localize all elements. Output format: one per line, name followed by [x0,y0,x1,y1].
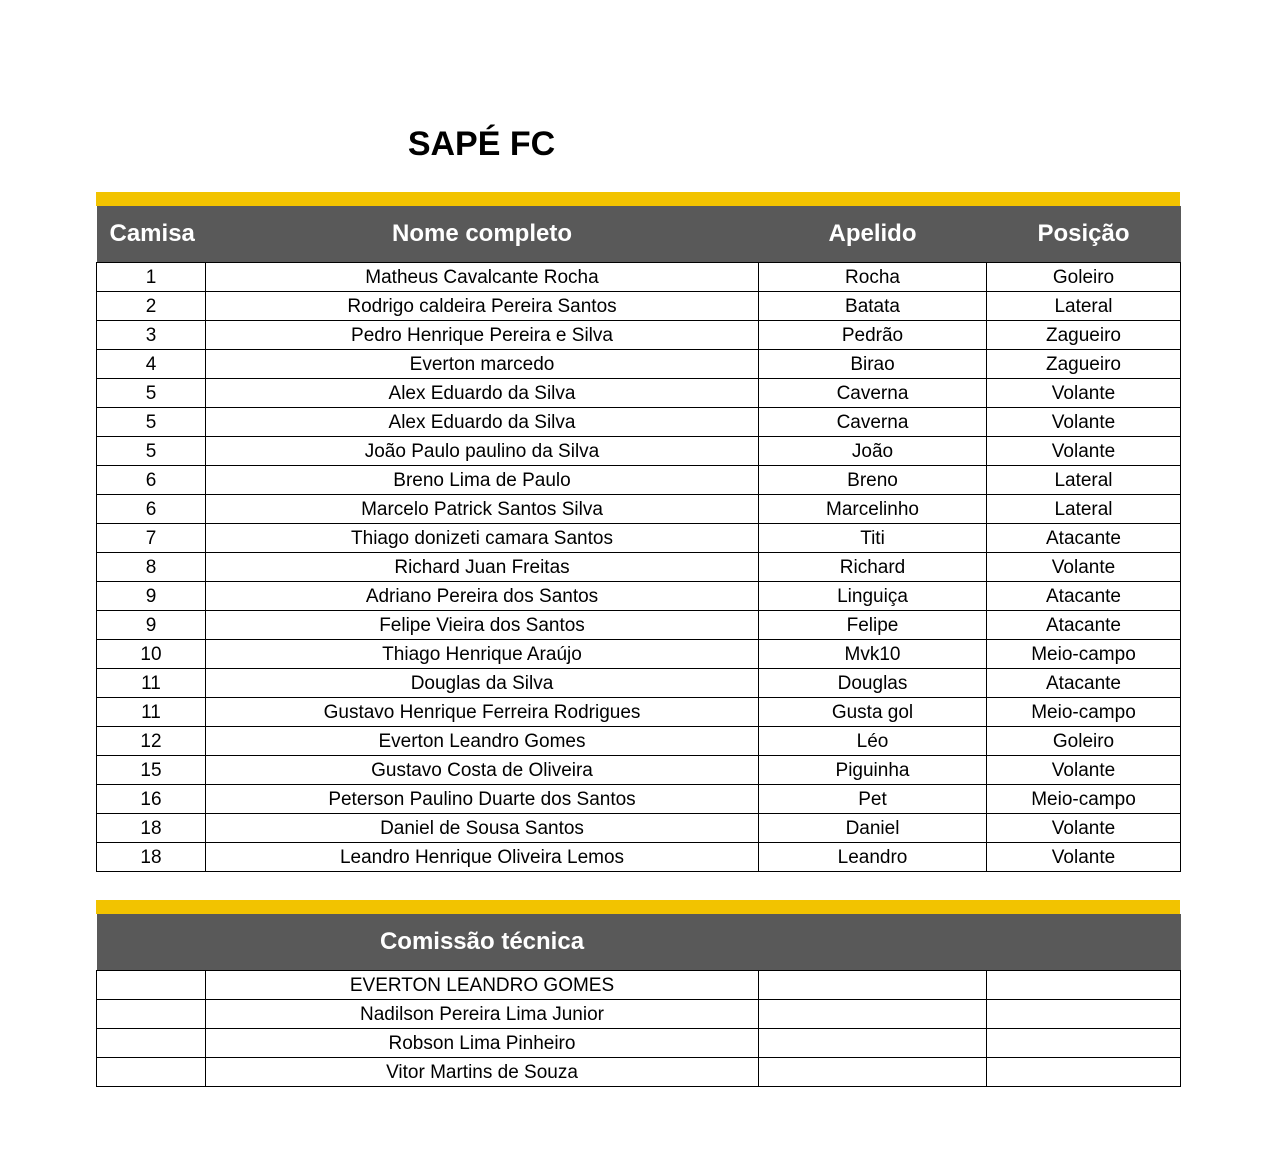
cell-posicao: Volante [987,843,1181,872]
cell-camisa: 11 [97,698,206,727]
cell-camisa: 4 [97,350,206,379]
cell-apelido: Pedrão [759,321,987,350]
cell-nome-completo: Pedro Henrique Pereira e Silva [206,321,759,350]
cell-camisa: 5 [97,437,206,466]
cell-empty [987,1000,1181,1029]
cell-posicao: Meio-campo [987,698,1181,727]
cell-apelido: Caverna [759,408,987,437]
cell-nome-completo: Gustavo Henrique Ferreira Rodrigues [206,698,759,727]
cell-posicao: Goleiro [987,727,1181,756]
cell-posicao: Atacante [987,582,1181,611]
cell-nome-completo: Douglas da Silva [206,669,759,698]
cell-nome-completo: Gustavo Costa de Oliveira [206,756,759,785]
table-row [97,408,1181,437]
cell-nome-completo: Peterson Paulino Duarte dos Santos [206,785,759,814]
header-comissao-tecnica: Comissão técnica [206,914,759,971]
cell-nome-completo: Marcelo Patrick Santos Silva [206,495,759,524]
staff-body [97,971,1181,1087]
cell-apelido: Pet [759,785,987,814]
cell-empty [759,1000,987,1029]
cell-nome-completo: Rodrigo caldeira Pereira Santos [206,292,759,321]
cell-staff-member: Nadilson Pereira Lima Junior [206,1000,759,1029]
cell-apelido: João [759,437,987,466]
table-row [97,814,1181,843]
cell-apelido: Richard [759,553,987,582]
cell-posicao: Volante [987,408,1181,437]
cell-posicao: Lateral [987,292,1181,321]
cell-nome-completo: Leandro Henrique Oliveira Lemos [206,843,759,872]
cell-apelido: Titi [759,524,987,553]
cell-staff-member: EVERTON LEANDRO GOMES [206,971,759,1000]
table-row [97,437,1181,466]
cell-posicao: Meio-campo [987,785,1181,814]
cell-camisa: 6 [97,466,206,495]
cell-posicao: Meio-campo [987,640,1181,669]
table-row [97,524,1181,553]
table-row [97,263,1181,292]
table-row [97,1000,1181,1029]
header-posicao: Posição [987,206,1181,263]
table-row [97,1029,1181,1058]
cell-posicao: Atacante [987,669,1181,698]
table-row [97,971,1181,1000]
cell-camisa: 7 [97,524,206,553]
cell-apelido: Batata [759,292,987,321]
cell-nome-completo: João Paulo paulino da Silva [206,437,759,466]
cell-apelido: Douglas [759,669,987,698]
cell-camisa: 1 [97,263,206,292]
table-row [97,698,1181,727]
cell-apelido: Daniel [759,814,987,843]
table-row [97,466,1181,495]
table-row [97,321,1181,350]
cell-staff-member: Vitor Martins de Souza [206,1058,759,1087]
cell-camisa: 15 [97,756,206,785]
cell-apelido: Linguiça [759,582,987,611]
cell-nome-completo: Adriano Pereira dos Santos [206,582,759,611]
cell-posicao: Lateral [987,495,1181,524]
cell-camisa: 11 [97,669,206,698]
cell-camisa: 3 [97,321,206,350]
cell-empty [759,1029,987,1058]
table-row [97,379,1181,408]
cell-apelido: Gusta gol [759,698,987,727]
cell-staff-member: Robson Lima Pinheiro [206,1029,759,1058]
cell-apelido: Rocha [759,263,987,292]
cell-camisa: 5 [97,408,206,437]
cell-camisa: 9 [97,611,206,640]
header-nome-completo: Nome completo [206,206,759,263]
table-row [97,669,1181,698]
cell-nome-completo: Daniel de Sousa Santos [206,814,759,843]
gold-accent-bar [96,192,1180,206]
cell-empty [97,1058,206,1087]
cell-apelido: Piguinha [759,756,987,785]
table-row [97,640,1181,669]
cell-empty [987,1058,1181,1087]
table-row [97,756,1181,785]
cell-camisa: 12 [97,727,206,756]
cell-empty [97,1029,206,1058]
table-row [97,785,1181,814]
header-camisa: Camisa [97,206,206,263]
roster-body [97,263,1181,872]
cell-apelido: Marcelinho [759,495,987,524]
cell-empty [987,1029,1181,1058]
cell-posicao: Zagueiro [987,350,1181,379]
cell-nome-completo: Everton Leandro Gomes [206,727,759,756]
gold-accent-bar [96,900,1180,914]
cell-camisa: 10 [97,640,206,669]
cell-camisa: 16 [97,785,206,814]
cell-camisa: 2 [97,292,206,321]
cell-apelido: Birao [759,350,987,379]
staff-header-blank [759,914,987,971]
cell-empty [759,971,987,1000]
table-row [97,1058,1181,1087]
cell-posicao: Zagueiro [987,321,1181,350]
cell-camisa: 5 [97,379,206,408]
cell-camisa: 18 [97,814,206,843]
cell-empty [987,971,1181,1000]
table-row [97,727,1181,756]
cell-camisa: 8 [97,553,206,582]
table-row [97,582,1181,611]
staff-header-blank [97,914,206,971]
cell-posicao: Atacante [987,524,1181,553]
table-row [97,611,1181,640]
page-title: SAPÉ FC [407,125,556,163]
staff-table-block [96,900,1180,1087]
cell-posicao: Lateral [987,466,1181,495]
staff-table [96,914,1181,1087]
staff-header-blank [987,914,1181,971]
cell-nome-completo: Alex Eduardo da Silva [206,379,759,408]
cell-posicao: Atacante [987,611,1181,640]
cell-posicao: Volante [987,553,1181,582]
cell-nome-completo: Thiago donizeti camara Santos [206,524,759,553]
cell-apelido: Leandro [759,843,987,872]
cell-empty [97,971,206,1000]
cell-nome-completo: Breno Lima de Paulo [206,466,759,495]
table-row [97,553,1181,582]
roster-table [96,206,1181,872]
cell-apelido: Breno [759,466,987,495]
cell-empty [759,1058,987,1087]
cell-apelido: Felipe [759,611,987,640]
table-row [97,843,1181,872]
cell-camisa: 18 [97,843,206,872]
cell-camisa: 9 [97,582,206,611]
cell-nome-completo: Thiago Henrique Araújo [206,640,759,669]
roster-header-row [97,206,1181,263]
cell-nome-completo: Richard Juan Freitas [206,553,759,582]
header-apelido: Apelido [759,206,987,263]
cell-posicao: Volante [987,437,1181,466]
cell-apelido: Léo [759,727,987,756]
cell-apelido: Caverna [759,379,987,408]
table-row [97,292,1181,321]
cell-empty [97,1000,206,1029]
cell-nome-completo: Everton marcedo [206,350,759,379]
cell-nome-completo: Alex Eduardo da Silva [206,408,759,437]
cell-posicao: Volante [987,814,1181,843]
cell-camisa: 6 [97,495,206,524]
cell-posicao: Goleiro [987,263,1181,292]
cell-posicao: Volante [987,756,1181,785]
cell-posicao: Volante [987,379,1181,408]
cell-nome-completo: Felipe Vieira dos Santos [206,611,759,640]
roster-table-block [96,192,1180,872]
table-row [97,495,1181,524]
cell-nome-completo: Matheus Cavalcante Rocha [206,263,759,292]
table-row [97,350,1181,379]
staff-header-row [97,914,1181,971]
cell-apelido: Mvk10 [759,640,987,669]
